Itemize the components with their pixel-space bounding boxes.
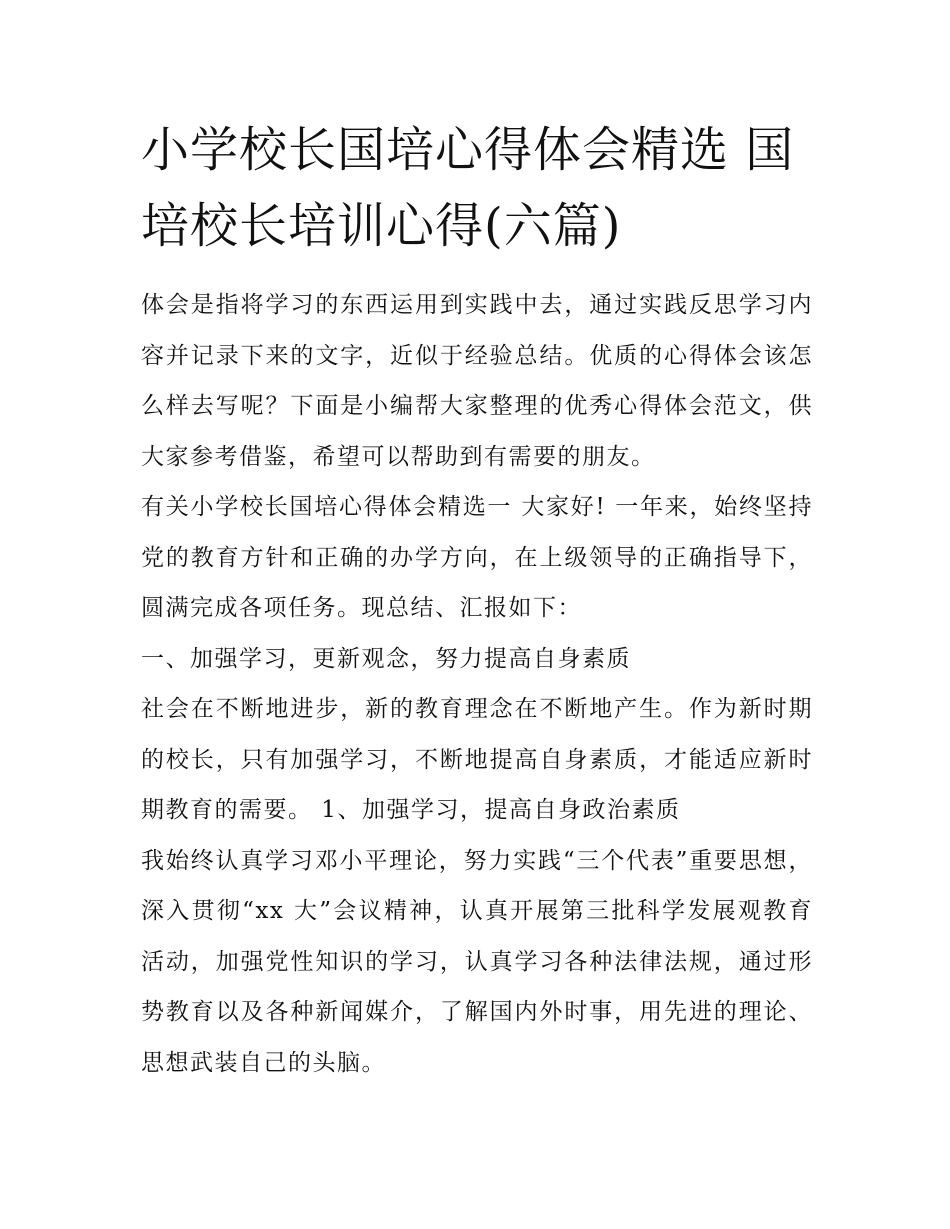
political-study-paragraph: 我始终认真学习邓小平理论，努力实践“三个代表”重要思想，深入贯彻“xx 大”会议精神，认真开展第三批科学发展观教育活动，加强党性知识的学习，认真学习各种法律法规，通过形势教育以及各种新闻媒介，了解国内外时事，用先进的理论、思想武装自己的头脑。 <box>141 847 813 1076</box>
section-one-opening-paragraph: 有关小学校长国培心得体会精选一 大家好! 一年来，始终坚持党的教育方针和正确的办学方向，在上级领导的正确指导下，圆满完成各项任务。现总结、汇报如下： <box>141 494 813 621</box>
document-content <box>141 112 813 1088</box>
section-heading: 一、加强学习，更新观念，努力提高自身素质 <box>141 645 631 672</box>
document-title: 小学校长国培心得体会精选 国培校长培训心得(六篇) <box>141 122 795 254</box>
study-paragraph: 社会在不断地进步，新的教育理念在不断地产生。作为新时期的校长，只有加强学习，不断地提高自身素质，才能适应新时期教育的需要。 1、加强学习，提高自身政治素质 <box>141 696 813 823</box>
document-body <box>141 280 813 1088</box>
intro-paragraph: 体会是指将学习的东西运用到实践中去，通过实践反思学习内容并记录下来的文字，近似于经验总结。优质的心得体会该怎么样去写呢？下面是小编帮大家整理的优秀心得体会范文，供大家参考借鉴，希望可以帮助到有需要的朋友。 <box>141 292 813 470</box>
